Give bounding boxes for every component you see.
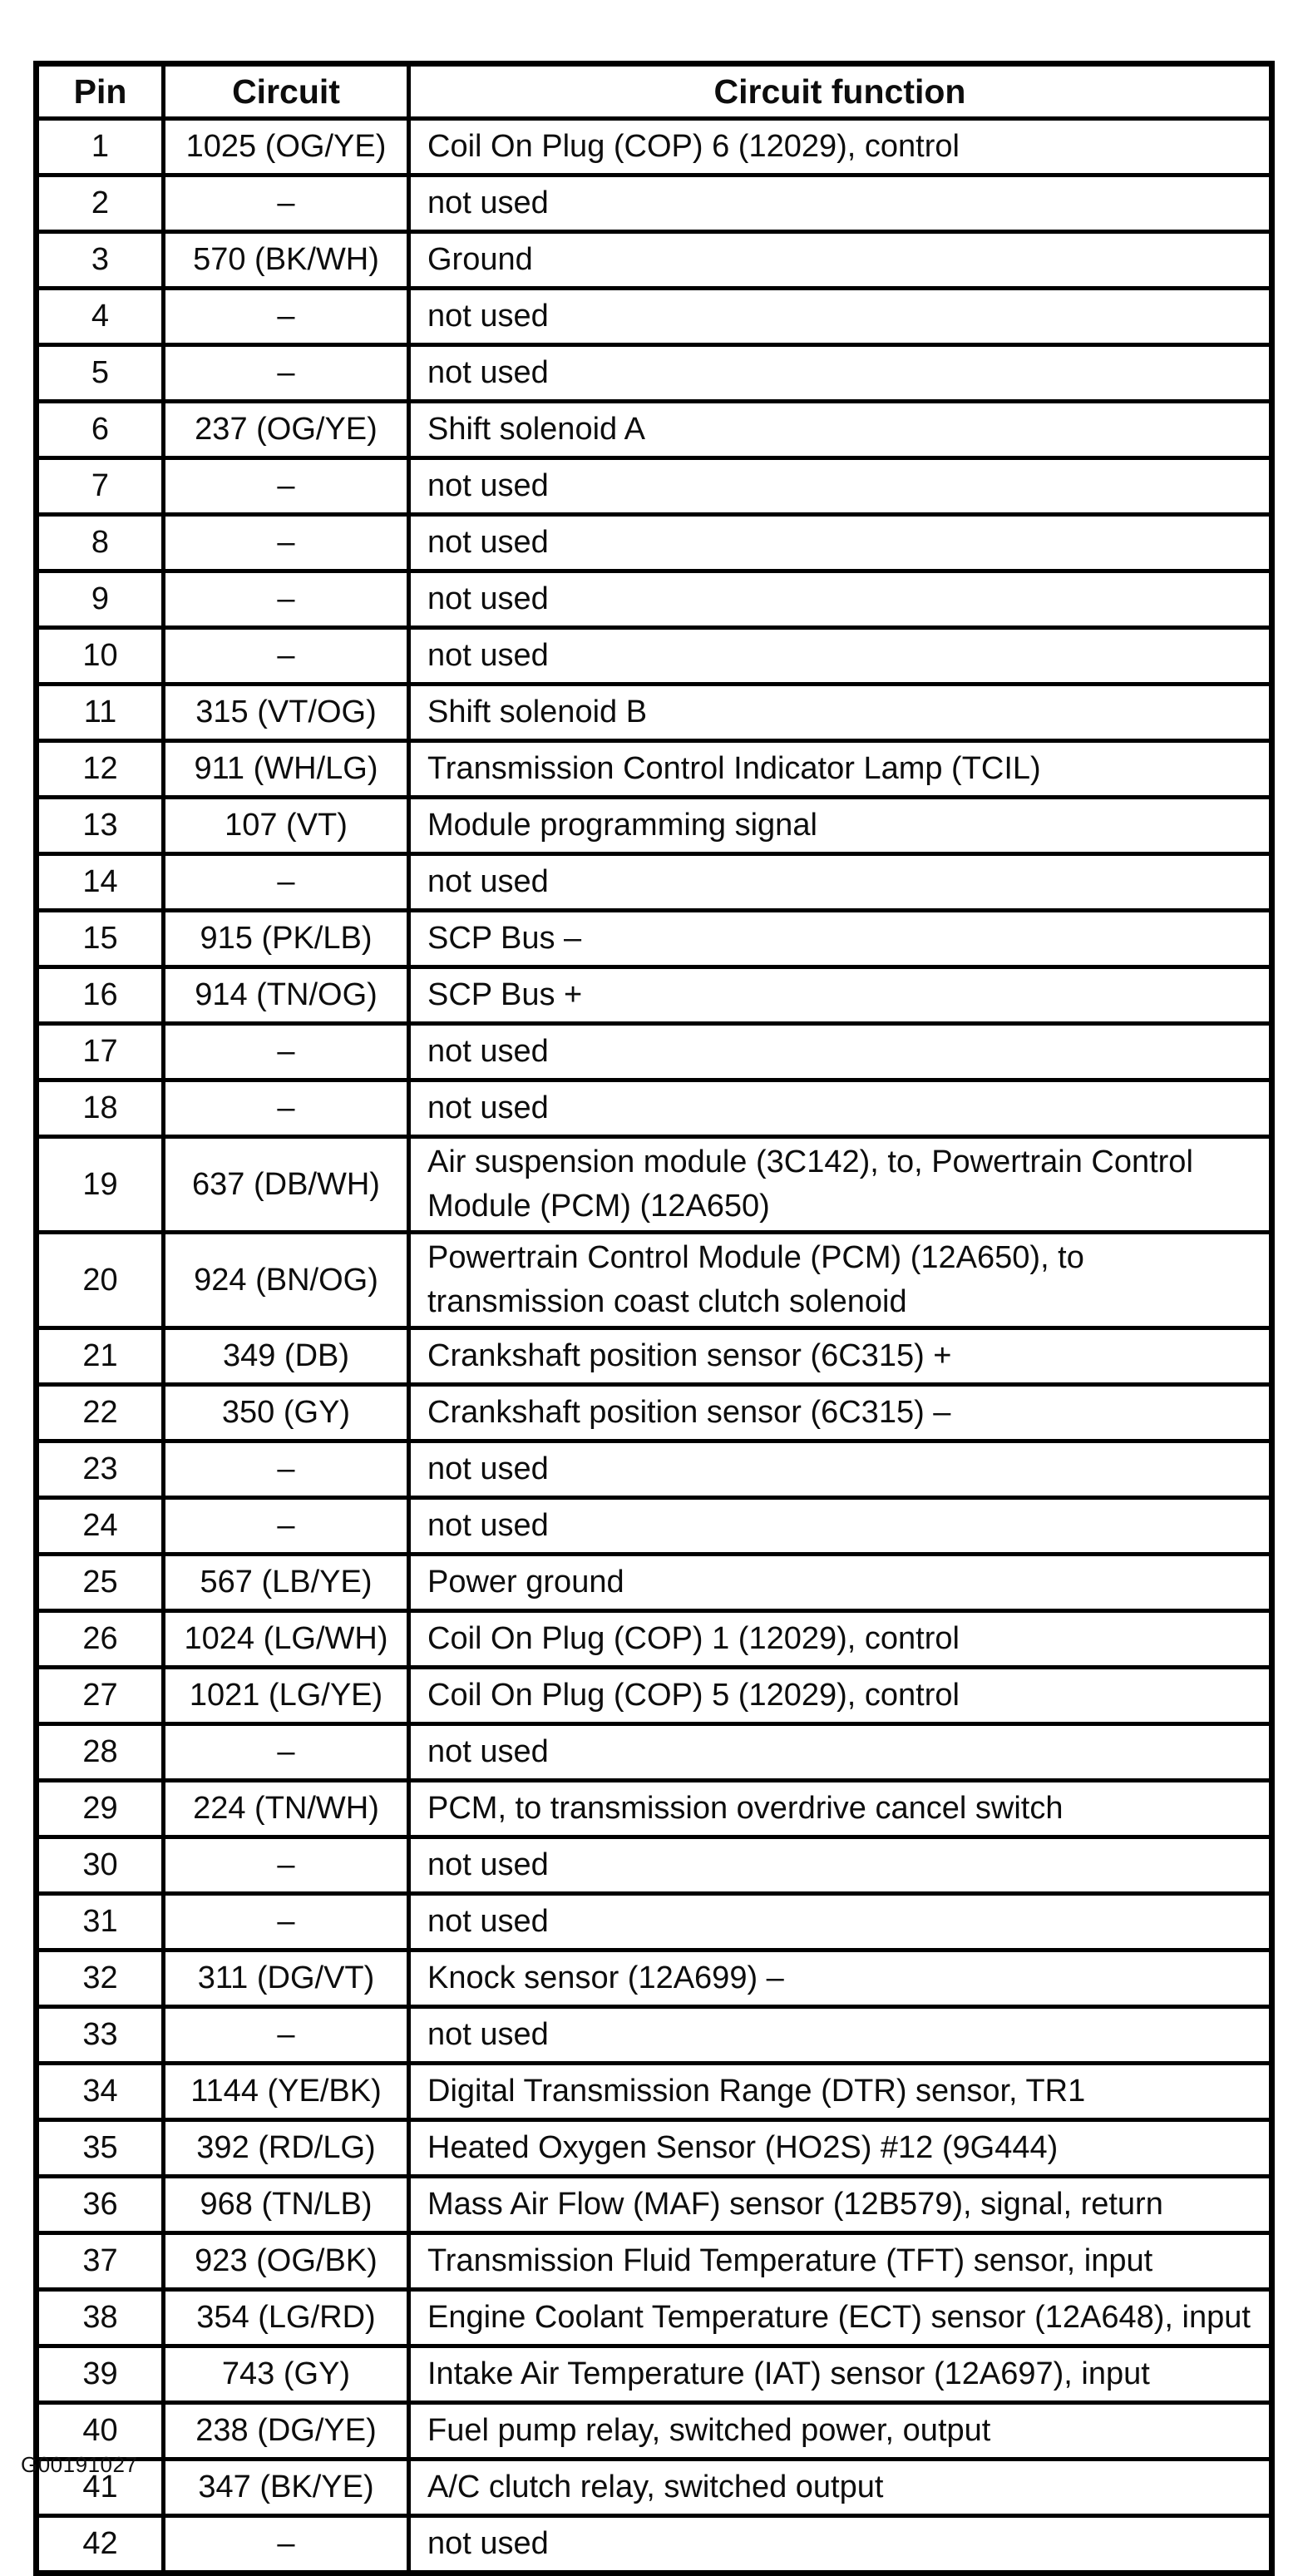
function-cell: Coil On Plug (COP) 6 (12029), control xyxy=(409,119,1272,176)
table-row xyxy=(37,2177,1272,2233)
function-cell: Digital Transmission Range (DTR) sensor, TR1 xyxy=(409,2064,1272,2120)
pin-cell: 22 xyxy=(37,1385,164,1441)
function-cell: not used xyxy=(409,345,1272,402)
pin-table-body xyxy=(37,119,1272,2574)
function-cell: not used xyxy=(409,854,1272,911)
pin-cell: 36 xyxy=(37,2177,164,2233)
table-row xyxy=(37,232,1272,289)
table-header-row xyxy=(37,64,1272,119)
function-cell: not used xyxy=(409,176,1272,232)
function-cell: Shift solenoid B xyxy=(409,685,1272,741)
circuit-cell: 915 (PK/LB) xyxy=(164,911,409,967)
pin-cell: 34 xyxy=(37,2064,164,2120)
table-row xyxy=(37,2233,1272,2290)
table-row xyxy=(37,1024,1272,1080)
function-cell: not used xyxy=(409,1441,1272,1498)
pin-cell: 37 xyxy=(37,2233,164,2290)
circuit-cell: – xyxy=(164,176,409,232)
function-cell: Mass Air Flow (MAF) sensor (12B579), signal, return xyxy=(409,2177,1272,2233)
function-cell: not used xyxy=(409,1894,1272,1951)
function-cell: Coil On Plug (COP) 5 (12029), control xyxy=(409,1668,1272,1724)
table-row xyxy=(37,1781,1272,1837)
table-row xyxy=(37,1611,1272,1668)
pin-cell: 18 xyxy=(37,1080,164,1137)
table-row xyxy=(37,1668,1272,1724)
table-row xyxy=(37,854,1272,911)
pin-cell: 16 xyxy=(37,967,164,1024)
function-cell: Transmission Fluid Temperature (TFT) sensor, input xyxy=(409,2233,1272,2290)
circuit-cell: – xyxy=(164,1080,409,1137)
table-row xyxy=(37,2120,1272,2177)
pin-cell: 8 xyxy=(37,515,164,571)
table-row xyxy=(37,289,1272,345)
pin-cell: 5 xyxy=(37,345,164,402)
pin-cell: 3 xyxy=(37,232,164,289)
table-row xyxy=(37,2007,1272,2064)
pin-cell: 41 xyxy=(37,2460,164,2516)
function-cell: not used xyxy=(409,1837,1272,1894)
pin-cell: 11 xyxy=(37,685,164,741)
pin-cell: 4 xyxy=(37,289,164,345)
pin-cell: 35 xyxy=(37,2120,164,2177)
circuit-cell: 1144 (YE/BK) xyxy=(164,2064,409,2120)
function-cell: Power ground xyxy=(409,1555,1272,1611)
pin-cell: 13 xyxy=(37,798,164,854)
pin-cell: 28 xyxy=(37,1724,164,1781)
function-cell: Knock sensor (12A699) – xyxy=(409,1951,1272,2007)
table-row xyxy=(37,345,1272,402)
table-row xyxy=(37,2460,1272,2516)
function-cell: not used xyxy=(409,515,1272,571)
circuit-cell: 224 (TN/WH) xyxy=(164,1781,409,1837)
pin-cell: 19 xyxy=(37,1137,164,1233)
pin-cell: 17 xyxy=(37,1024,164,1080)
pin-cell: 42 xyxy=(37,2516,164,2574)
table-row xyxy=(37,119,1272,176)
function-cell: Ground xyxy=(409,232,1272,289)
circuit-cell: 743 (GY) xyxy=(164,2346,409,2403)
table-row xyxy=(37,1385,1272,1441)
function-cell: Crankshaft position sensor (6C315) + xyxy=(409,1328,1272,1385)
pin-cell: 24 xyxy=(37,1498,164,1555)
circuit-cell: – xyxy=(164,1724,409,1781)
pin-cell: 10 xyxy=(37,628,164,685)
function-cell: not used xyxy=(409,458,1272,515)
circuit-cell: 637 (DB/WH) xyxy=(164,1137,409,1233)
circuit-cell: – xyxy=(164,1837,409,1894)
circuit-cell: 567 (LB/YE) xyxy=(164,1555,409,1611)
circuit-cell: 1025 (OG/YE) xyxy=(164,119,409,176)
function-cell: not used xyxy=(409,2007,1272,2064)
function-cell: Engine Coolant Temperature (ECT) sensor (12A648), input xyxy=(409,2290,1272,2346)
table-row xyxy=(37,1328,1272,1385)
function-cell: not used xyxy=(409,628,1272,685)
pin-cell: 26 xyxy=(37,1611,164,1668)
table-row xyxy=(37,402,1272,458)
pin-cell: 21 xyxy=(37,1328,164,1385)
pin-cell: 25 xyxy=(37,1555,164,1611)
circuit-cell: 350 (GY) xyxy=(164,1385,409,1441)
pin-table xyxy=(33,61,1275,2576)
circuit-cell: 349 (DB) xyxy=(164,1328,409,1385)
table-row xyxy=(37,1555,1272,1611)
circuit-cell: 968 (TN/LB) xyxy=(164,2177,409,2233)
function-cell: not used xyxy=(409,1080,1272,1137)
table-row xyxy=(37,911,1272,967)
function-cell: not used xyxy=(409,571,1272,628)
circuit-cell: 911 (WH/LG) xyxy=(164,741,409,798)
circuit-cell: 914 (TN/OG) xyxy=(164,967,409,1024)
function-cell: Crankshaft position sensor (6C315) – xyxy=(409,1385,1272,1441)
pin-cell: 30 xyxy=(37,1837,164,1894)
function-cell: Powertrain Control Module (PCM) (12A650), to transmission coast clutch solenoid xyxy=(409,1233,1272,1328)
table-row xyxy=(37,1441,1272,1498)
function-cell: SCP Bus + xyxy=(409,967,1272,1024)
function-cell: not used xyxy=(409,2516,1272,2574)
function-cell: Shift solenoid A xyxy=(409,402,1272,458)
circuit-cell: – xyxy=(164,1894,409,1951)
pin-cell: 14 xyxy=(37,854,164,911)
table-row xyxy=(37,2346,1272,2403)
table-row xyxy=(37,1951,1272,2007)
function-cell: Fuel pump relay, switched power, output xyxy=(409,2403,1272,2460)
circuit-cell: 923 (OG/BK) xyxy=(164,2233,409,2290)
function-cell: not used xyxy=(409,1024,1272,1080)
circuit-cell: – xyxy=(164,2007,409,2064)
function-cell: A/C clutch relay, switched output xyxy=(409,2460,1272,2516)
table-row xyxy=(37,2403,1272,2460)
circuit-cell: – xyxy=(164,458,409,515)
circuit-cell: 1024 (LG/WH) xyxy=(164,1611,409,1668)
function-cell: not used xyxy=(409,1724,1272,1781)
circuit-cell: 347 (BK/YE) xyxy=(164,2460,409,2516)
function-cell: SCP Bus – xyxy=(409,911,1272,967)
pin-cell: 15 xyxy=(37,911,164,967)
pin-cell: 33 xyxy=(37,2007,164,2064)
table-row xyxy=(37,1137,1272,1233)
pin-cell: 40 xyxy=(37,2403,164,2460)
figure-id: G00191027 xyxy=(21,2452,138,2477)
table-row xyxy=(37,1837,1272,1894)
function-cell: not used xyxy=(409,289,1272,345)
table-row xyxy=(37,1894,1272,1951)
col-header-circuit: Circuit xyxy=(164,64,409,119)
table-row xyxy=(37,628,1272,685)
table-row xyxy=(37,685,1272,741)
pin-cell: 27 xyxy=(37,1668,164,1724)
table-row xyxy=(37,741,1272,798)
function-cell: Transmission Control Indicator Lamp (TCIL) xyxy=(409,741,1272,798)
table-row xyxy=(37,2290,1272,2346)
pin-cell: 38 xyxy=(37,2290,164,2346)
circuit-cell: – xyxy=(164,2516,409,2574)
table-row xyxy=(37,1498,1272,1555)
function-cell: not used xyxy=(409,1498,1272,1555)
table-row xyxy=(37,515,1272,571)
circuit-cell: – xyxy=(164,345,409,402)
circuit-cell: 570 (BK/WH) xyxy=(164,232,409,289)
table-row xyxy=(37,798,1272,854)
function-cell: PCM, to transmission overdrive cancel switch xyxy=(409,1781,1272,1837)
pin-cell: 20 xyxy=(37,1233,164,1328)
table-row xyxy=(37,2064,1272,2120)
circuit-cell: 1021 (LG/YE) xyxy=(164,1668,409,1724)
table-row xyxy=(37,176,1272,232)
table-row xyxy=(37,1724,1272,1781)
pin-cell: 39 xyxy=(37,2346,164,2403)
function-cell: Heated Oxygen Sensor (HO2S) #12 (9G444) xyxy=(409,2120,1272,2177)
circuit-cell: – xyxy=(164,1441,409,1498)
circuit-cell: 237 (OG/YE) xyxy=(164,402,409,458)
table-row xyxy=(37,458,1272,515)
pin-cell: 7 xyxy=(37,458,164,515)
pin-cell: 2 xyxy=(37,176,164,232)
pin-cell: 9 xyxy=(37,571,164,628)
circuit-cell: 392 (RD/LG) xyxy=(164,2120,409,2177)
circuit-cell: – xyxy=(164,1498,409,1555)
table-row xyxy=(37,967,1272,1024)
pin-cell: 23 xyxy=(37,1441,164,1498)
pin-cell: 31 xyxy=(37,1894,164,1951)
function-cell: Air suspension module (3C142), to, Powertrain Control Module (PCM) (12A650) xyxy=(409,1137,1272,1233)
pin-cell: 32 xyxy=(37,1951,164,2007)
circuit-cell: 311 (DG/VT) xyxy=(164,1951,409,2007)
table-row xyxy=(37,1080,1272,1137)
circuit-cell: 107 (VT) xyxy=(164,798,409,854)
table-row xyxy=(37,1233,1272,1328)
pin-cell: 12 xyxy=(37,741,164,798)
circuit-cell: – xyxy=(164,571,409,628)
pin-cell: 6 xyxy=(37,402,164,458)
circuit-cell: – xyxy=(164,854,409,911)
function-cell: Coil On Plug (COP) 1 (12029), control xyxy=(409,1611,1272,1668)
function-cell: Intake Air Temperature (IAT) sensor (12A697), input xyxy=(409,2346,1272,2403)
function-cell: Module programming signal xyxy=(409,798,1272,854)
circuit-cell: 238 (DG/YE) xyxy=(164,2403,409,2460)
circuit-cell: – xyxy=(164,1024,409,1080)
circuit-cell: – xyxy=(164,289,409,345)
col-header-pin: Pin xyxy=(37,64,164,119)
circuit-cell: – xyxy=(164,515,409,571)
circuit-cell: – xyxy=(164,628,409,685)
col-header-circuit-function: Circuit function xyxy=(409,64,1272,119)
table-row xyxy=(37,571,1272,628)
pin-cell: 29 xyxy=(37,1781,164,1837)
circuit-cell: 924 (BN/OG) xyxy=(164,1233,409,1328)
table-row xyxy=(37,2516,1272,2574)
circuit-cell: 315 (VT/OG) xyxy=(164,685,409,741)
circuit-cell: 354 (LG/RD) xyxy=(164,2290,409,2346)
pin-cell: 1 xyxy=(37,119,164,176)
